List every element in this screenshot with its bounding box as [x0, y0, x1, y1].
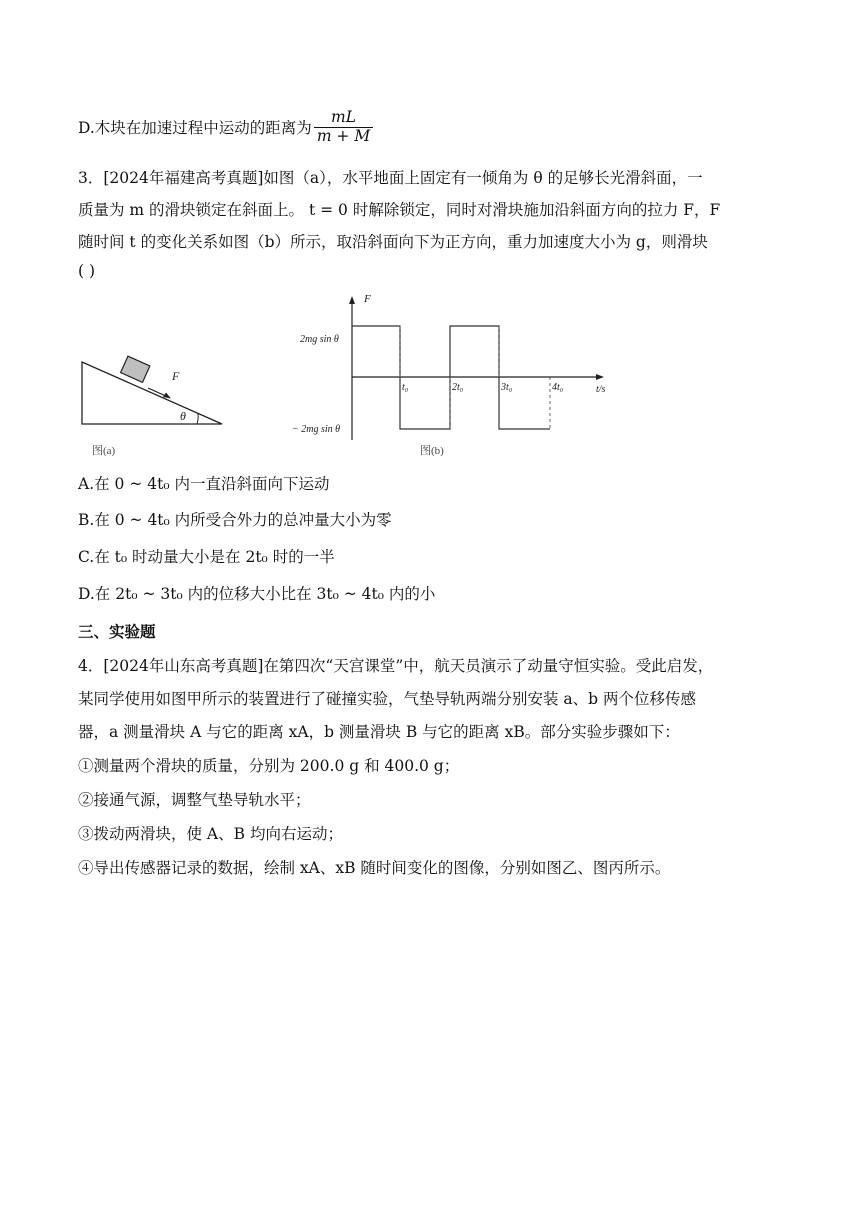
q4-step-2: ②接通气源，调整气垫导轨水平；	[78, 791, 311, 809]
x-tick-3t0: 3t₀	[501, 382, 513, 393]
q2-option-d-text: D.木块在加速过程中运动的距离为	[78, 119, 312, 137]
q4-line-1: 4．[2024年山东高考真题]在第四次“天宫课堂”中，航天员演示了动量守恒实验。受此启发，	[78, 657, 714, 675]
angle-label: θ	[180, 409, 186, 423]
q3-line-3: 随时间 t 的变化关系如图（b）所示，取沿斜面向下为正方向，重力加速度大小为 g，则滑块	[78, 233, 708, 251]
y-axis-arrow	[349, 296, 355, 304]
q3-line-4: ( )	[78, 262, 96, 280]
x-tick-2t0: 2t₀	[452, 382, 464, 393]
incline-triangle	[82, 362, 222, 424]
x-axis-label: t/s	[596, 384, 606, 395]
x-axis-arrow	[596, 374, 604, 380]
section-title: 三、实验题	[78, 623, 156, 641]
q3-option-c: C.在 t₀ 时动量大小是在 2t₀ 时的一半	[78, 548, 335, 566]
q4-step-1: ①测量两个滑块的质量，分别为 200.0 g 和 400.0 g；	[78, 757, 460, 775]
q4-line-3: 器，a 测量滑块 A 与它的距离 xA，b 测量滑块 B 与它的距离 xB。部分实验步骤如下：	[78, 723, 680, 741]
figure-a-incline	[76, 350, 236, 460]
fraction-denominator: m + M	[316, 126, 371, 145]
q3-option-b: B.在 0 ~ 4t₀ 内所受合外力的总冲量大小为零	[78, 511, 392, 529]
x-tick-4t0: 4t₀	[552, 382, 564, 393]
x-tick-t0: t₀	[402, 382, 409, 393]
q3-option-a: A.在 0 ~ 4t₀ 内一直沿斜面向下运动	[78, 475, 330, 493]
y-axis-label: F	[364, 293, 371, 305]
figure-a-caption: 图(a)	[92, 445, 116, 457]
q2-option-d-fraction	[314, 109, 373, 146]
q4-line-2: 某同学使用如图甲所示的装置进行了碰撞实验，气垫导轨两端分别安装 a、b 两个位移传感	[78, 690, 697, 708]
sliding-block	[121, 356, 150, 382]
y-negative-label: − 2mg sin θ	[292, 424, 341, 435]
fraction-numerator: mL	[314, 109, 373, 128]
q2-option-d	[78, 104, 373, 150]
q3-line-2: 质量为 m 的滑块锁定在斜面上。 t = 0 时解除锁定，同时对滑块施加沿斜面方向的拉力 F，F	[78, 201, 721, 219]
force-arrowhead	[163, 393, 171, 399]
q4-step-4: ④导出传感器记录的数据，绘制 xA、xB 随时间变化的图像，分别如图乙、图丙所示。	[78, 859, 671, 877]
q4-step-3: ③拨动两滑块，使 A、B 均向右运动；	[78, 825, 343, 843]
figure-b-force-time-graph	[284, 292, 624, 462]
y-positive-label: 2mg sin θ	[300, 334, 339, 345]
figure-b-caption: 图(b)	[420, 445, 444, 457]
angle-arc	[197, 414, 198, 424]
force-label: F	[172, 369, 180, 383]
q3-line-1: 3．[2024年福建高考真题]如图（a），水平地面上固定有一倾角为 θ 的足够长光滑斜面，一	[78, 169, 703, 187]
q3-option-d: D.在 2t₀ ~ 3t₀ 内的位移大小比在 3t₀ ~ 4t₀ 内的小	[78, 585, 436, 603]
